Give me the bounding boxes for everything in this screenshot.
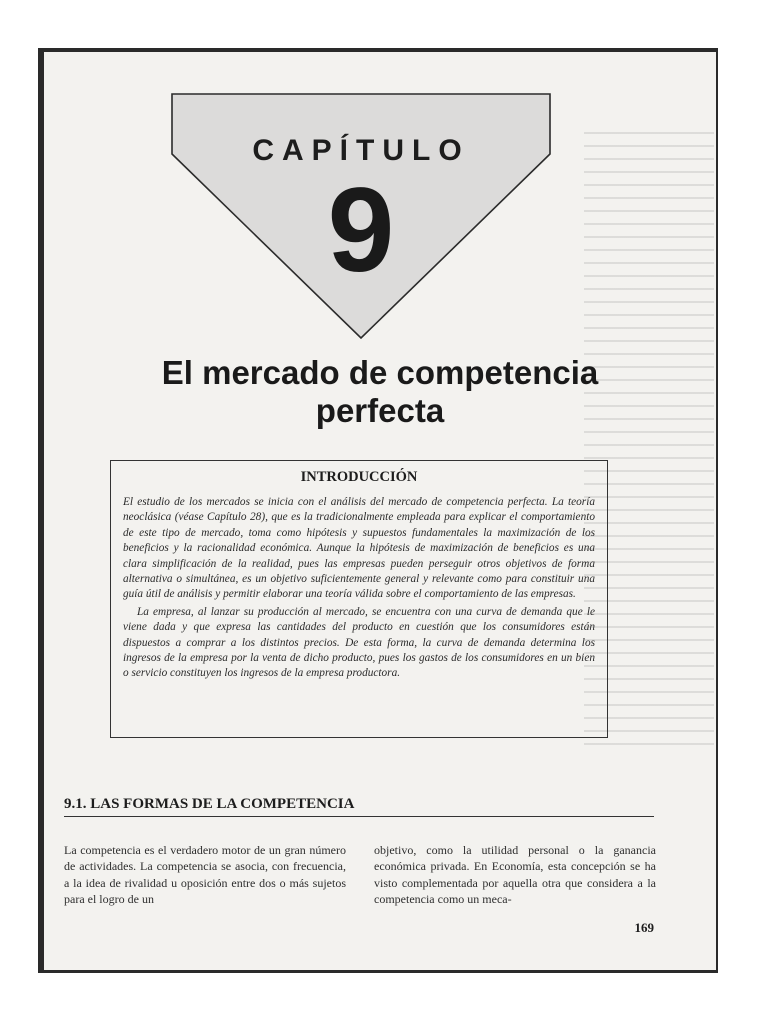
chapter-number: 9 — [327, 163, 395, 297]
page-number: 169 — [634, 920, 654, 935]
chapter-title-line1: El mercado de competencia — [161, 354, 599, 391]
body-column-left: La competencia es el verdadero motor de un gran número de actividades. La competencia se asocia, con frecuencia, a la idea de rivalidad u oposición entre dos o más sujetos para el logro de un — [64, 843, 346, 907]
introduction-paragraph-1: El estudio de los mercados se inicia con el análisis del mercado de competencia perfecta. La teoría neoclásica (véase Capítulo 28), que es la tradicionalmente empleada para explicar el comportamiento de este tipo de mercado, toma como hipótesis y supuestos fundamentales la maximización de los beneficios y la racionalidad económica. Aunque la hipótesis de maximización de beneficios es una clara simplificación de la realidad, pues las empresas pueden perseguir otros objetivos de forma alternativa o simultánea, es un objetivo suficientemente general y relevante como para constituir una guía útil de análisis y permitir elaborar una teoría válida sobre el comportamiento de las empresas. — [123, 496, 595, 601]
chapter-banner — [170, 92, 552, 342]
book-page — [44, 52, 716, 970]
chapter-title — [104, 354, 656, 430]
body-column-right: objetivo, como la utilidad personal o la ganancia económica privada. En Economía, esta concepción se ha visto complementada por aquella otra que considera a la competencia como un meca- — [374, 843, 656, 907]
section-heading: 9.1. LAS FORMAS DE LA COMPETENCIA — [64, 796, 654, 817]
introduction-box — [110, 460, 608, 738]
chapter-title-line2: perfecta — [315, 392, 445, 429]
chapter-label: CAPÍTULO — [252, 134, 470, 167]
introduction-paragraph-2: La empresa, al lanzar su producción al mercado, se encuentra con una curva de demanda que le viene dada y que expresa las cantidades del producto en cuestión que los consumidores están dispuestos a comprar a los distintos precios. De esta forma, la curva de demanda determina los ingresos de la empresa por la venta de dicho producto, pues los gastos de los consumidores en un bien o servicio constituyen los ingresos de la empresa productora. — [123, 605, 595, 680]
introduction-heading: INTRODUCCIÓN — [300, 469, 418, 485]
